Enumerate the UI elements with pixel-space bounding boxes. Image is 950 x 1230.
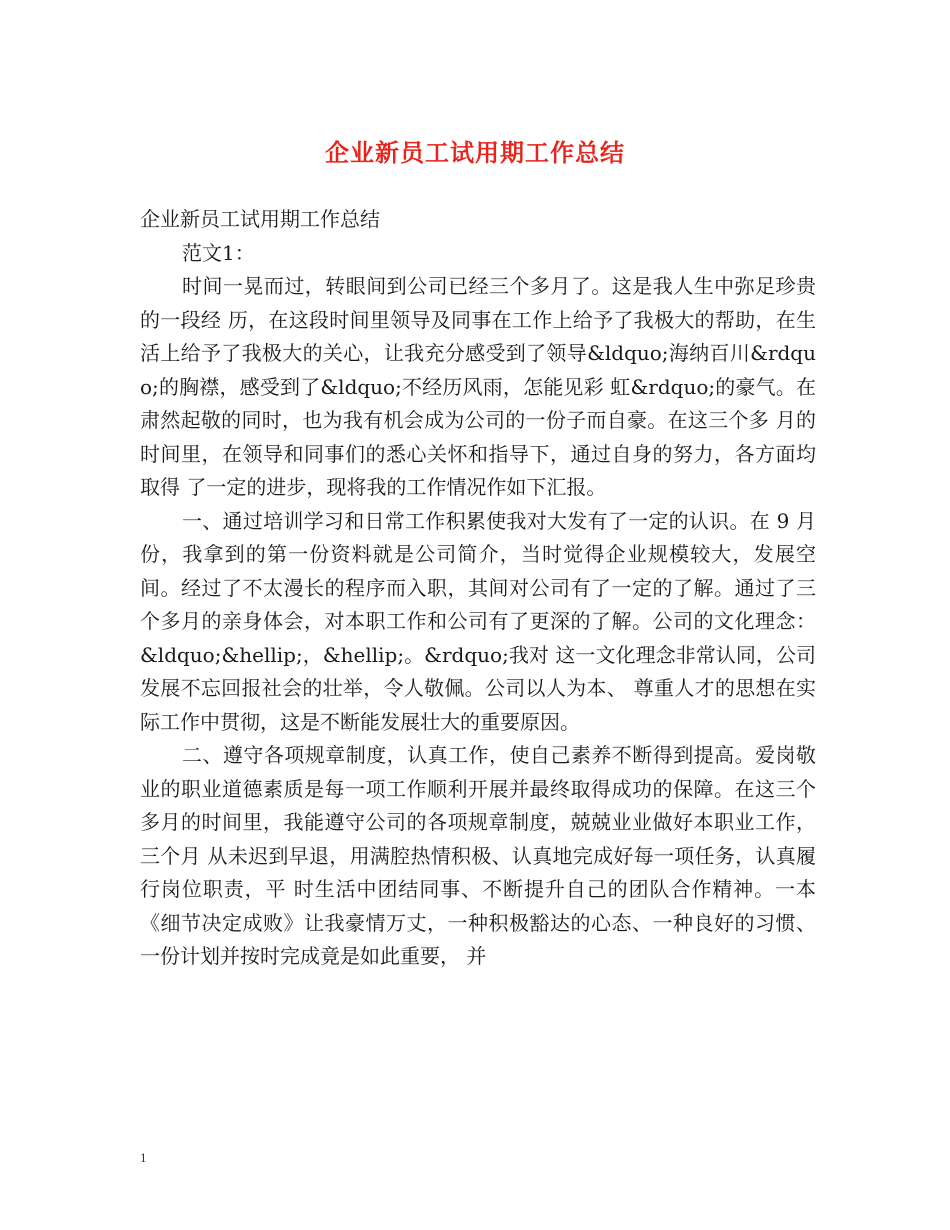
- page-number: 1: [140, 1150, 147, 1165]
- paragraph-sample-label: 范文1：: [182, 240, 255, 265]
- document-body: [140, 203, 816, 974]
- paragraph-intro: 时间一晃而过，转眼间到公司已经三个多月了。这是我人生中弥足珍贵的一段经 历，在这段时间里领导及同事在工作上给予了我极大的帮助，在生活上给予了我极大的关心，让我充分感受到了领导&ldquo;海纳百川&rdquo;的胸襟，感受到了&ldquo;不经历风雨，怎能见彩 虹&rdquo;的豪气。在肃然起敬的同时，也为我有机会成为公司的一份子而自豪。在这三个多 月的时间里，在领导和同事们的悉心关怀和指导下，通过自身的努力，各方面均取得 了一定的进步，现将我的工作情况作如下汇报。: [140, 274, 816, 499]
- page-title: 企业新员工试用期工作总结: [325, 138, 625, 167]
- paragraph-section-one: 一、通过培训学习和日常工作积累使我对大发有了一定的认识。在 9 月份，我拿到的第一份资料就是公司简介，当时觉得企业规模较大，发展空 间。经过了不太漫长的程序而入职，其间对公司有了一定的了解。通过了三个多月的亲身体会，对本职工作和公司有了更深的了解。公司的文化理念：&ldquo;&hellip;，&hellip;。&rdquo;我对 这一文化理念非常认同，公司发展不忘回报社会的壮举，令人敬佩。公司以人为本、 尊重人才的思想在实际工作中贯彻，这是不断能发展壮大的重要原因。: [140, 508, 816, 734]
- paragraph-section-two: 二、遵守各项规章制度，认真工作，使自己素养不断得到提高。爱岗敬业的职业道德素质是每一项工作顺利开展并最终取得成功的保障。在这三个多月的时间里，我能遵守公司的各项规章制度，兢兢业业做好本职业工作，三个月 从未迟到早退，用满腔热情积极、认真地完成好每一项任务，认真履行岗位职责，平 时生活中团结同事、不断提升自己的团队合作精神。一本《细节决定成败》让我豪情万丈，一种积极豁达的心态、一种良好的习惯、一份计划并按时完成竟是如此重要， 并: [140, 743, 816, 968]
- paragraph-heading: 企业新员工试用期工作总结: [140, 207, 380, 231]
